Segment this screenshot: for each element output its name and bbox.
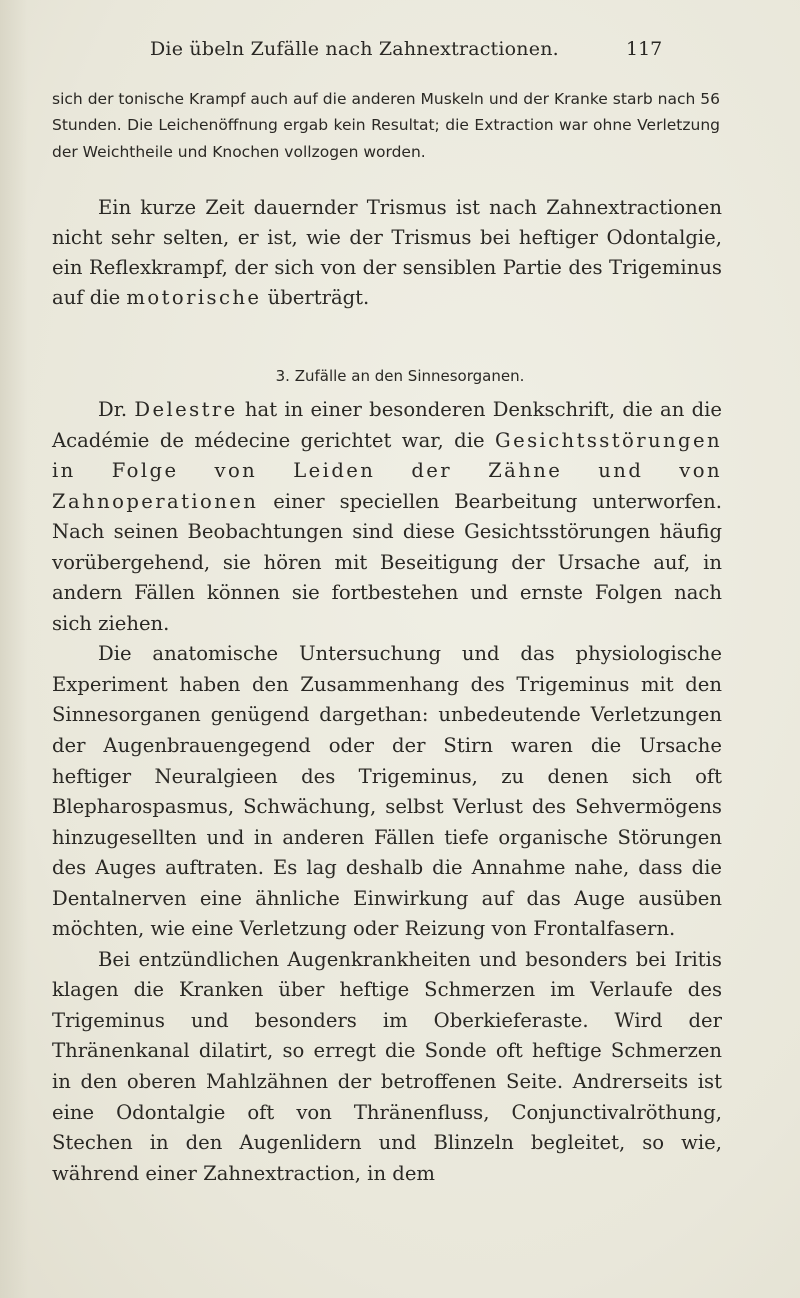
running-title: Die übeln Zufälle nach Zahnextractionen. [150, 38, 559, 60]
delestre-paragraph [52, 395, 722, 639]
delestre-middle: hat in einer besonderen Denkschrift, die an die Académie de médecine gerichtet war, die [52, 398, 722, 452]
trismus-text-before: Ein kurze Zeit dauernder Trismus ist nach Zahnextractionen nicht sehr selten, er ist, wie der Trismus bei heftiger Odontalgie, ein Reflexkrampf, der sich von der sensiblen Partie des Trigeminus auf die [52, 196, 722, 309]
iritis-paragraph: Bei entzündlichen Augenkrankheiten und besonders bei Iritis klagen die Kranken über heftige Schmerzen im Verlaufe des Trigeminus und besonders im Oberkieferaste. Wird der Thränenkanal dilatirt, so erregt die Sonde oft heftige Schmerzen in den oberen Mahlzähnen der betroffenen Seite. Andrerseits ist eine Odontalgie oft von Thränenfluss, Conjunctivalröthung, Stechen in den Augenlidern und Blinzeln begleitet, so wie, während einer Zahnextraction, in dem [52, 947, 722, 1185]
trismus-text-after: überträgt. [261, 286, 370, 309]
page-number: 117 [626, 38, 663, 60]
trismus-paragraph [52, 193, 722, 313]
main-body [52, 395, 722, 1189]
spaced-word-motorische: motorische [126, 286, 262, 309]
delestre-suffix: einer speciellen Bearbeitung unterworfen. Nach seinen Beobachtungen sind diese Gesichtsstörungen häufig vorübergehend, sie hören mit Beseitigung der Ursache auf, in andern Fällen können sie fortbestehen und ernste Folgen nach sich ziehen. [52, 489, 722, 635]
anatomy-paragraph: Die anatomische Untersuchung und das physiologische Experiment haben den Zusammenhang des Trigeminus mit den Sinnesorganen genügend dargethan: unbedeutende Verletzungen der Augenbrauengegend oder der Stirn waren die Ursache heftiger Neuralgieen des Trigeminus, zu denen sich oft Blepharospasmus, Schwächung, selbst Verlust des Sehvermögens hinzugesellten und in anderen Fällen tiefe organische Störungen des Auges auftraten. Es lag deshalb die Annahme nahe, dass die Dentalnerven eine ähnliche Einwirkung auf das Auge ausüben möchten, wie eine Verletzung oder Reizung von Frontalfasern. [52, 642, 722, 941]
section-heading: 3. Zufälle an den Sinnesorganen. [275, 367, 525, 385]
page-gutter-shadow [0, 0, 28, 1298]
spaced-name-delestre: Delestre [134, 398, 238, 421]
small-print-paragraph: sich der tonische Krampf auch auf die anderen Muskeln und der Kranke starb nach 56 Stunden. Die Leichenöffnung ergab kein Resultat; die Extraction war ohne Verletzung der Weichtheile und Knochen vollzogen worden. [52, 90, 720, 161]
spaced-title: Gesichtsstörungen in Folge von Leiden der Zähne und von Zahnoperationen [52, 428, 722, 513]
running-header [0, 38, 800, 72]
delestre-prefix: Dr. [98, 398, 135, 421]
